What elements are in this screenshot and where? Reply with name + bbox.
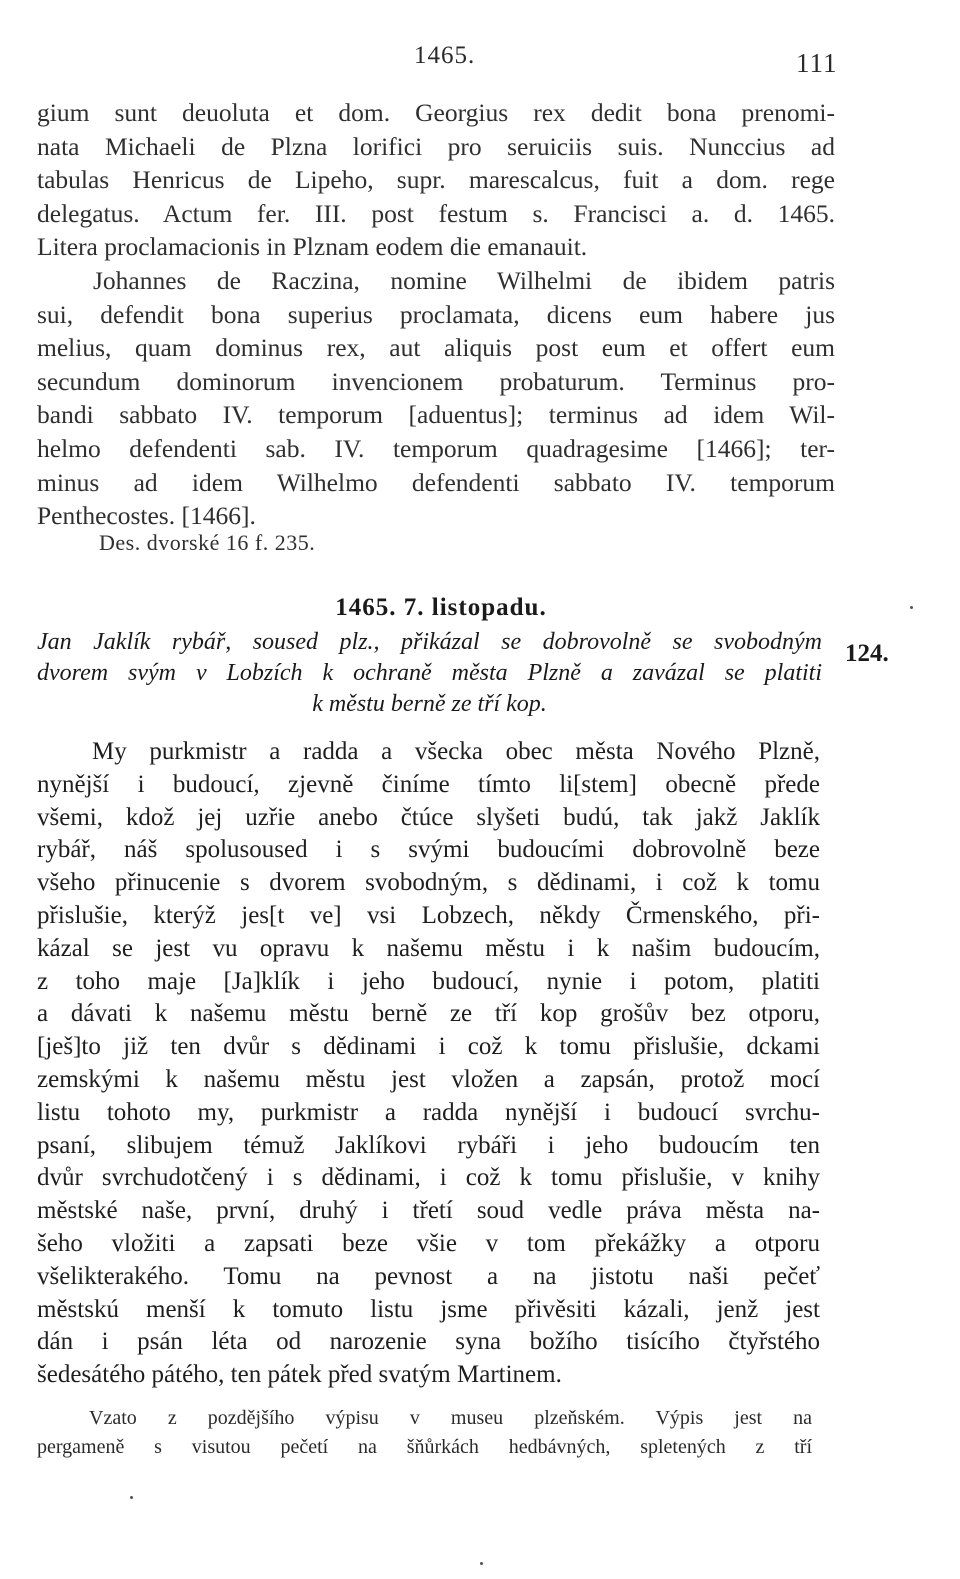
charter-line: dvůr svrchudotčený i s dědinami, i což k tomu přislušie, v knihy xyxy=(37,1164,820,1192)
charter-line: psaní, slibujem témuž Jaklíkovi rybáři i jeho budoucím ten xyxy=(37,1131,820,1159)
latin-line: melius, quam dominus rex, aut aliquis post eum et offert eum xyxy=(37,333,835,363)
footnote-line: pergameně s visutou pečetí na šňůrkách hedbávných, spletených z tří xyxy=(37,1436,812,1458)
latin-line: gium sunt deuoluta et dom. Georgius rex dedit bona prenomi- xyxy=(37,98,835,127)
charter-line: rybář, náš spolusoused i s svými budoucími dobrovolně beze xyxy=(37,836,820,864)
print-speck xyxy=(480,1562,483,1565)
regest-line: k městu berně ze tří kop. xyxy=(312,691,547,717)
charter-line: všelikterakého. Tomu na pevnost a na jistotu naši pečeť xyxy=(37,1262,820,1290)
footnote-line: Vzato z pozdějšího výpisu v museu plzeňském. Výpis jest na xyxy=(89,1407,812,1429)
charter-line: městské naše, první, druhý i třetí soud vedle práva města na- xyxy=(37,1197,820,1225)
charter-line: přislušie, kterýž jes[t ve] vsi Lobzech, někdy Črmenského, při- xyxy=(37,901,820,929)
latin-line: Litera proclamacionis in Plznam eodem die emanauit. xyxy=(37,232,588,262)
charter-line: My purkmistr a radda a všecka obec města Nového Plzně, xyxy=(92,738,820,765)
charter-line: kázal se jest vu opravu k našemu městu i k našim budoucím, xyxy=(37,934,820,962)
document-regest xyxy=(37,627,822,720)
latin-line: nata Michaeli de Plzna lorifici pro seruiciis suis. Nunccius ad xyxy=(37,131,835,161)
charter-line: městskú menší k tomuto listu jsme přivěsiti kázali, jenž jest xyxy=(37,1295,820,1323)
charter-line: všeho přinucenie s dvorem svobodným, s dědinami, i což k tomu xyxy=(37,869,820,897)
document-number: 124. xyxy=(845,640,889,667)
latin-line: bandi sabbato IV. temporum [aduentus]; terminus ad idem Wil- xyxy=(37,400,835,430)
latin-line: Johannes de Raczina, nomine Wilhelmi de ibidem patris xyxy=(93,265,835,295)
document-date-heading xyxy=(0,594,960,622)
latin-line: delegatus. Actum fer. III. post festum s. Francisci a. d. 1465. xyxy=(37,198,835,228)
latin-line: minus ad idem Wilhelmo defendenti sabbato IV. temporum xyxy=(37,467,835,497)
charter-line: listu tohoto my, purkmistr a radda nynější i budoucí svrchu- xyxy=(37,1098,820,1126)
source-reference: Des. dvorské 16 f. 235. xyxy=(99,530,316,555)
charter-line: dán i psán léta od narozenie syna božího tisícího čtyřstého xyxy=(37,1328,820,1356)
charter-line: šedesátého pátého, ten pátek před svatým Martinem. xyxy=(37,1361,562,1389)
charter-line: nynější i budoucí, zjevně činíme tímto li[stem] obecně přede xyxy=(37,770,820,798)
latin-line: secundum dominorum invencionem probaturum. Terminus pro- xyxy=(37,366,835,396)
regest-line: dvorem svým v Lobzích k ochraně města Plzně a zavázal se platiti xyxy=(37,660,822,686)
latin-line: helmo defendenti sab. IV. temporum quadragesime [1466]; ter- xyxy=(37,433,835,463)
charter-line: z toho maje [Ja]klík i jeho budoucí, nynie i potom, platiti xyxy=(37,967,820,995)
latin-line: tabulas Henricus de Lipeho, supr. marescalcus, fuit a dom. rege xyxy=(37,165,835,195)
charter-line: šeho vložiti a zapsati beze všie v tom překážky a otporu xyxy=(37,1229,820,1257)
print-speck xyxy=(130,1496,133,1499)
latin-line: Penthecostes. [1466]. xyxy=(37,501,256,531)
page-number: 111 xyxy=(796,48,838,78)
latin-record-text xyxy=(37,96,835,533)
footnote xyxy=(37,1404,812,1462)
header-year: 1465. xyxy=(414,42,476,69)
print-speck xyxy=(910,606,913,609)
charter-line: a dávati k našemu městu berně ze tří kop grošův bez otporu, xyxy=(37,1000,820,1028)
charter-line: všemi, kdož jej uzřie anebo čtúce slyšeti budú, tak jakž Jaklík xyxy=(37,803,820,831)
running-header xyxy=(0,38,960,78)
charter-line: zemskými k našemu městu jest vložen a zapsán, protož mocí xyxy=(37,1065,820,1093)
charter-line: [ješ]to již ten dvůr s dědinami i což k tomu přislušie, dckami xyxy=(37,1033,820,1061)
latin-line: sui, defendit bona superius proclamata, dicens eum habere jus xyxy=(37,299,835,329)
document-date: 1465. 7. listopadu. xyxy=(335,594,547,621)
czech-charter-text xyxy=(37,736,820,1392)
regest-line: Jan Jaklík rybář, soused plz., přikázal se dobrovolně se svobodným xyxy=(37,629,822,655)
